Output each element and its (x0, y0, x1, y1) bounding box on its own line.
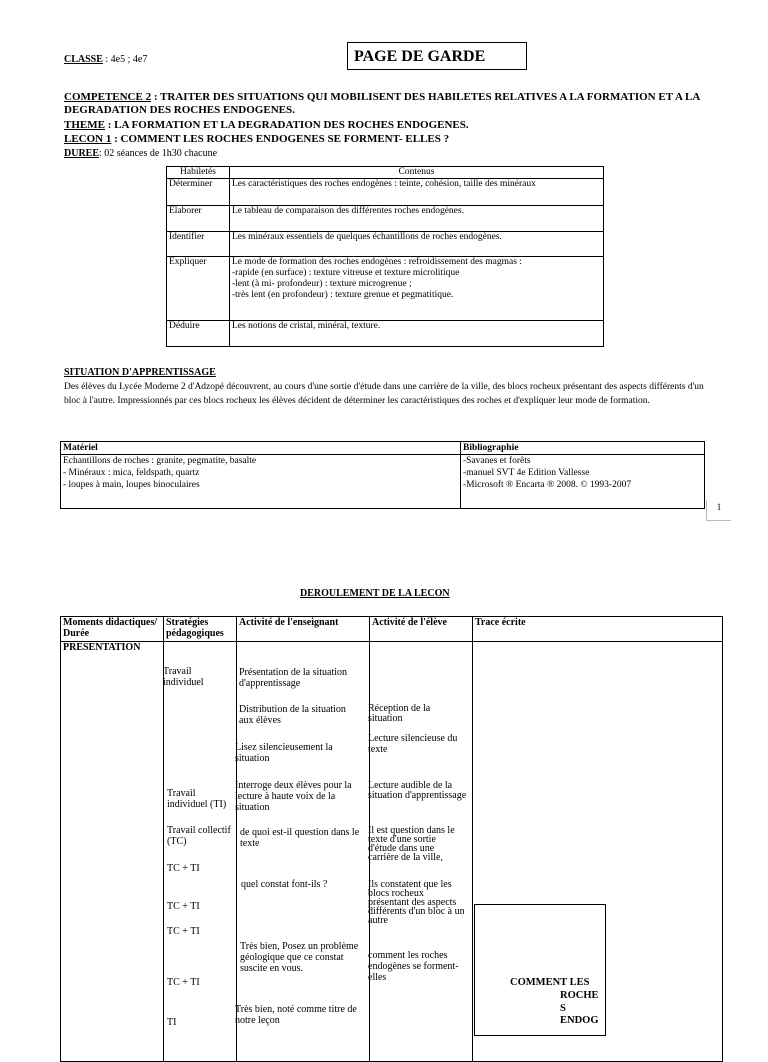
trace-line: S (560, 1003, 566, 1014)
contenu-cell: Les notions de cristal, minéral, texture. (230, 321, 604, 347)
enseignant-item: Très bien, Posez un problème géologique que ce constat suscite en vous. (240, 941, 359, 974)
biblio-header: Bibliographie (461, 442, 705, 455)
col-moments: Moments didactiques/ Durée (61, 617, 164, 642)
competence-label: COMPETENCE 2 (64, 91, 152, 103)
moment-cell (61, 642, 164, 1062)
trace-line: COMMENT LES (510, 977, 590, 988)
contenu-line: -lent (à mi- profondeur) : texture microgrenue ; (232, 279, 412, 289)
strategy-item: TC + TI (167, 863, 200, 874)
hab-header: Habiletés (167, 167, 230, 179)
materiel-item: - loupes à main, loupes binoculaires (63, 480, 200, 490)
theme-line (64, 119, 469, 131)
situation-title: SITUATION D'APPRENTISSAGE (64, 367, 216, 378)
enseignant-item: Présentation de la situation d'apprentissage (239, 667, 348, 689)
biblio-item: -Microsoft ® Encarta ® 2008. © 1993-2007 (463, 480, 632, 490)
hab-cell: Identifier (167, 232, 230, 257)
classe-value: : 4e5 ; 4e7 (102, 54, 148, 65)
eleve-item: Ils constatent que les blocs rocheux présentant des aspects différents d'un bloc à un autre (368, 879, 465, 926)
habiletes-table (166, 166, 604, 347)
biblio-item: -Savanes et forêts (463, 456, 531, 466)
eleve-item: comment les roches endogènes se forment-elles (368, 950, 459, 983)
eleve-item: Lecture audible de la situation d'apprentissage (368, 780, 467, 801)
biblio-item: -manuel SVT 4e Edition Vallesse (463, 468, 590, 478)
strategy-item: Travail individuel (TI) (167, 788, 227, 810)
strategies-cell (164, 642, 237, 1062)
strategy-item: TC + TI (167, 901, 200, 912)
page-number: 1 (706, 500, 731, 521)
materiel-header: Matériel (61, 442, 461, 455)
eleve-item: Réception de la situation (368, 703, 431, 724)
situation-text: Des élèves du Lycée Moderne 2 d'Adzopé découvrent, au cours d'une sortie d'étude dans une carrière de la ville, des blocs rocheux présentant des aspects différents d'un bloc à l'autre. Impressionnés par ces blocs rocheux les élèves décident de déterminer les caractéristiques des roches et d'expliquer leur mode de formation. (64, 382, 704, 406)
contenu-cell: Le tableau de comparaison des différentes roches endogènes. (230, 206, 604, 232)
lecon-label: LECON 1 (64, 133, 112, 145)
col-enseignant: Activité de l'enseignant (237, 617, 370, 642)
hab-cell: Elaborer (167, 206, 230, 232)
contenu-cell (230, 257, 604, 321)
contenu-line: -très lent (en profondeur) : texture grenue et pegmatitique. (232, 290, 454, 300)
contenu-cell: Les caractéristiques des roches endogènes : teinte, cohésion, taille des minéraux (230, 179, 604, 206)
lecon-text: : COMMENT LES ROCHES ENDOGENES SE FORMENT- ELLES ? (111, 133, 450, 145)
classe-label: CLASSE (64, 54, 103, 65)
eleve-item: Il est question dans le texte d'une sortie d'étude dans une carrière de la ville, (368, 825, 455, 863)
contenu-line: -rapide (en surface) : texture vitreuse et texture microlitique (232, 268, 460, 278)
page-title: PAGE DE GARDE (347, 42, 527, 70)
strategy-item: Travail individuel (163, 666, 204, 688)
theme-text: : LA FORMATION ET LA DEGRADATION DES ROCHES ENDOGENES. (104, 119, 469, 131)
eleve-item: Lecture silencieuse du texte (368, 733, 458, 755)
contenu-cell: Les minéraux essentiels de quelques échantillons de roches endogènes. (230, 232, 604, 257)
strategy-item: TI (167, 1017, 177, 1028)
duree-label: DUREE (64, 148, 100, 159)
contenu-header: Contenus (230, 167, 604, 179)
hab-cell: Déterminer (167, 179, 230, 206)
deroulement-title: DEROULEMENT DE LA LECON (300, 588, 450, 599)
strategy-item: TC + TI (167, 977, 200, 988)
enseignant-item: quel constat font-ils ? (241, 879, 328, 890)
col-trace: Trace écrite (473, 617, 723, 642)
theme-label: THEME (64, 119, 105, 131)
materiel-item: - Minéraux : mica, feldspath, quartz (63, 468, 200, 478)
col-strategies: Stratégies pédagogiques (164, 617, 237, 642)
enseignant-item: Interroge deux élèves pour la lecture à haute voix de la situation (235, 780, 352, 813)
competence-text: : TRAITER DES SITUATIONS QUI MOBILISENT DES HABILETES RELATIVES A LA FORMATION ET A LA DEGRADATION DES ROCHES ENDOGENES. (64, 91, 700, 116)
enseignant-item: de quoi est-il question dans le texte (240, 827, 360, 849)
moment-label: PRESENTATION (63, 642, 141, 653)
lecon-line (64, 133, 449, 145)
trace-line: ROCHE (560, 990, 599, 1001)
classe-line (64, 54, 147, 65)
enseignant-item: Très bien, noté comme titre de notre leçon (235, 1004, 357, 1026)
hab-cell: Expliquer (167, 257, 230, 321)
competence-block (64, 91, 704, 117)
materiel-table (60, 441, 705, 509)
hab-cell: Déduire (167, 321, 230, 347)
contenu-line: Le mode de formation des roches endogènes : refroidissement des magmas : (232, 257, 522, 267)
materiel-item: Echantillons de roches : granite, pegmatite, basalte (63, 456, 257, 466)
enseignant-item: Distribution de la situation aux élèves (239, 704, 346, 726)
materiel-cell (61, 455, 461, 509)
col-eleve: Activité de l'élève (370, 617, 473, 642)
strategy-item: Travail collectif (TC) (167, 825, 231, 847)
strategy-item: TC + TI (167, 926, 200, 937)
duree-line (64, 148, 217, 159)
duree-text: : 02 séances de 1h30 chacune (99, 148, 218, 159)
biblio-cell (461, 455, 705, 509)
enseignant-item: Lisez silencieusement la situation (235, 742, 333, 764)
trace-line: ENDOG (560, 1015, 599, 1026)
